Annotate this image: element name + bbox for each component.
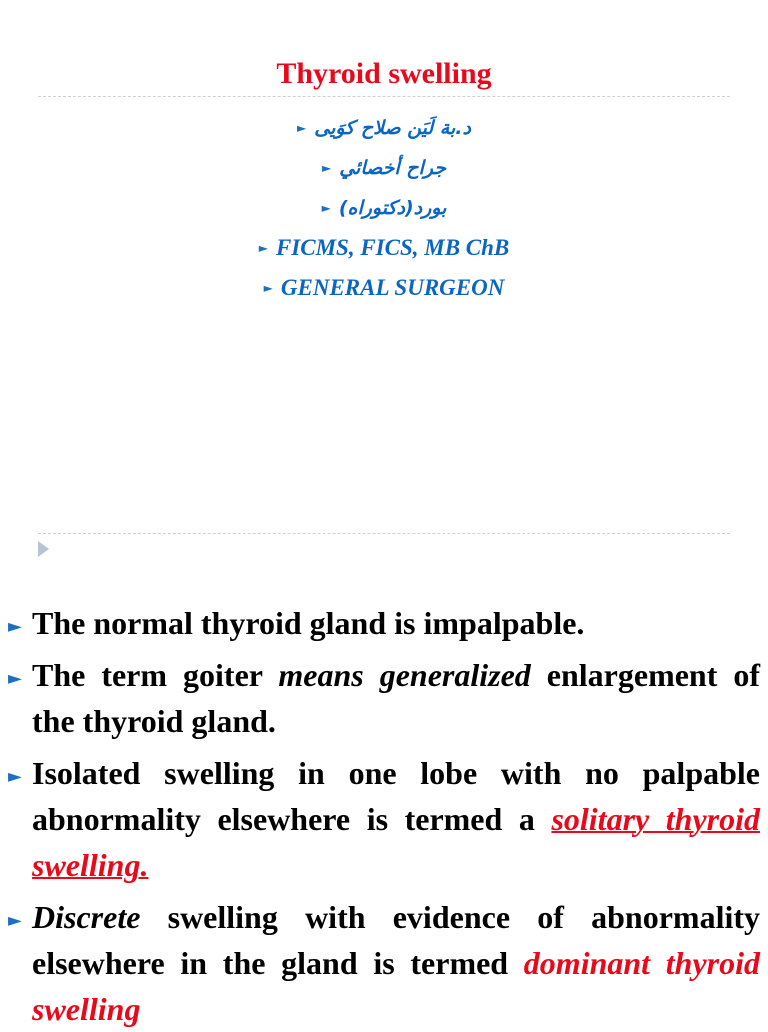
bullet-text: Isolated swelling in one lobe with no palpable abnormality elsewhere is termed a bbox=[32, 755, 760, 837]
bullet-text-italic: Discrete bbox=[32, 899, 141, 935]
bullet-arrow-icon: ► bbox=[8, 616, 22, 637]
bullet-arrow-icon: ► bbox=[297, 121, 307, 135]
bullet-text-italic: means generalized bbox=[278, 657, 531, 693]
bullet-item bbox=[0, 600, 768, 646]
content-bullet-list bbox=[0, 600, 768, 1032]
bullet-arrow-icon: ► bbox=[8, 766, 22, 787]
author-credentials: FICMS, FICS, MB ChB bbox=[275, 235, 510, 260]
bullet-text: The normal thyroid gland is impalpable. bbox=[32, 605, 585, 641]
author-name: د.بة لَيَن صلاح كوَيى bbox=[314, 117, 471, 139]
author-role: جراح أخصائي bbox=[339, 157, 447, 179]
bullet-arrow-icon: ► bbox=[263, 281, 273, 295]
bullet-arrow-icon: ► bbox=[321, 161, 332, 175]
bullet-text: enlargement of the thyroid gland. bbox=[32, 657, 761, 739]
author-degree: بورد(دكتوراه) bbox=[338, 197, 447, 219]
author-item-role bbox=[0, 148, 768, 188]
bullet-arrow-icon: ► bbox=[258, 241, 268, 255]
divider-top bbox=[38, 96, 730, 97]
highlight-term: dominant thyroid swelling bbox=[32, 945, 760, 1027]
bullet-text: The term goiter bbox=[32, 657, 279, 693]
author-item-credentials bbox=[0, 228, 768, 268]
bullet-item bbox=[0, 750, 768, 888]
slide-content-section bbox=[0, 600, 768, 1027]
author-item-degree bbox=[0, 188, 768, 228]
author-item-name bbox=[0, 108, 768, 148]
empty-bullet-icon bbox=[38, 541, 49, 557]
highlight-term: solitary thyroid swelling. bbox=[32, 801, 761, 883]
author-specialty: GENERAL SURGEON bbox=[280, 275, 505, 300]
bullet-arrow-icon: ► bbox=[8, 668, 22, 689]
bullet-arrow-icon: ► bbox=[321, 201, 331, 215]
bullet-item bbox=[0, 652, 768, 744]
bullet-item bbox=[0, 894, 768, 1032]
divider-bottom bbox=[38, 533, 730, 534]
bullet-arrow-icon: ► bbox=[8, 910, 22, 931]
author-item-specialty bbox=[0, 268, 768, 308]
bullet-text: swelling with evidence of abnormality elsewhere in the gland is termed bbox=[32, 899, 760, 981]
author-list bbox=[0, 108, 768, 308]
slide-title: Thyroid swelling bbox=[276, 57, 492, 90]
